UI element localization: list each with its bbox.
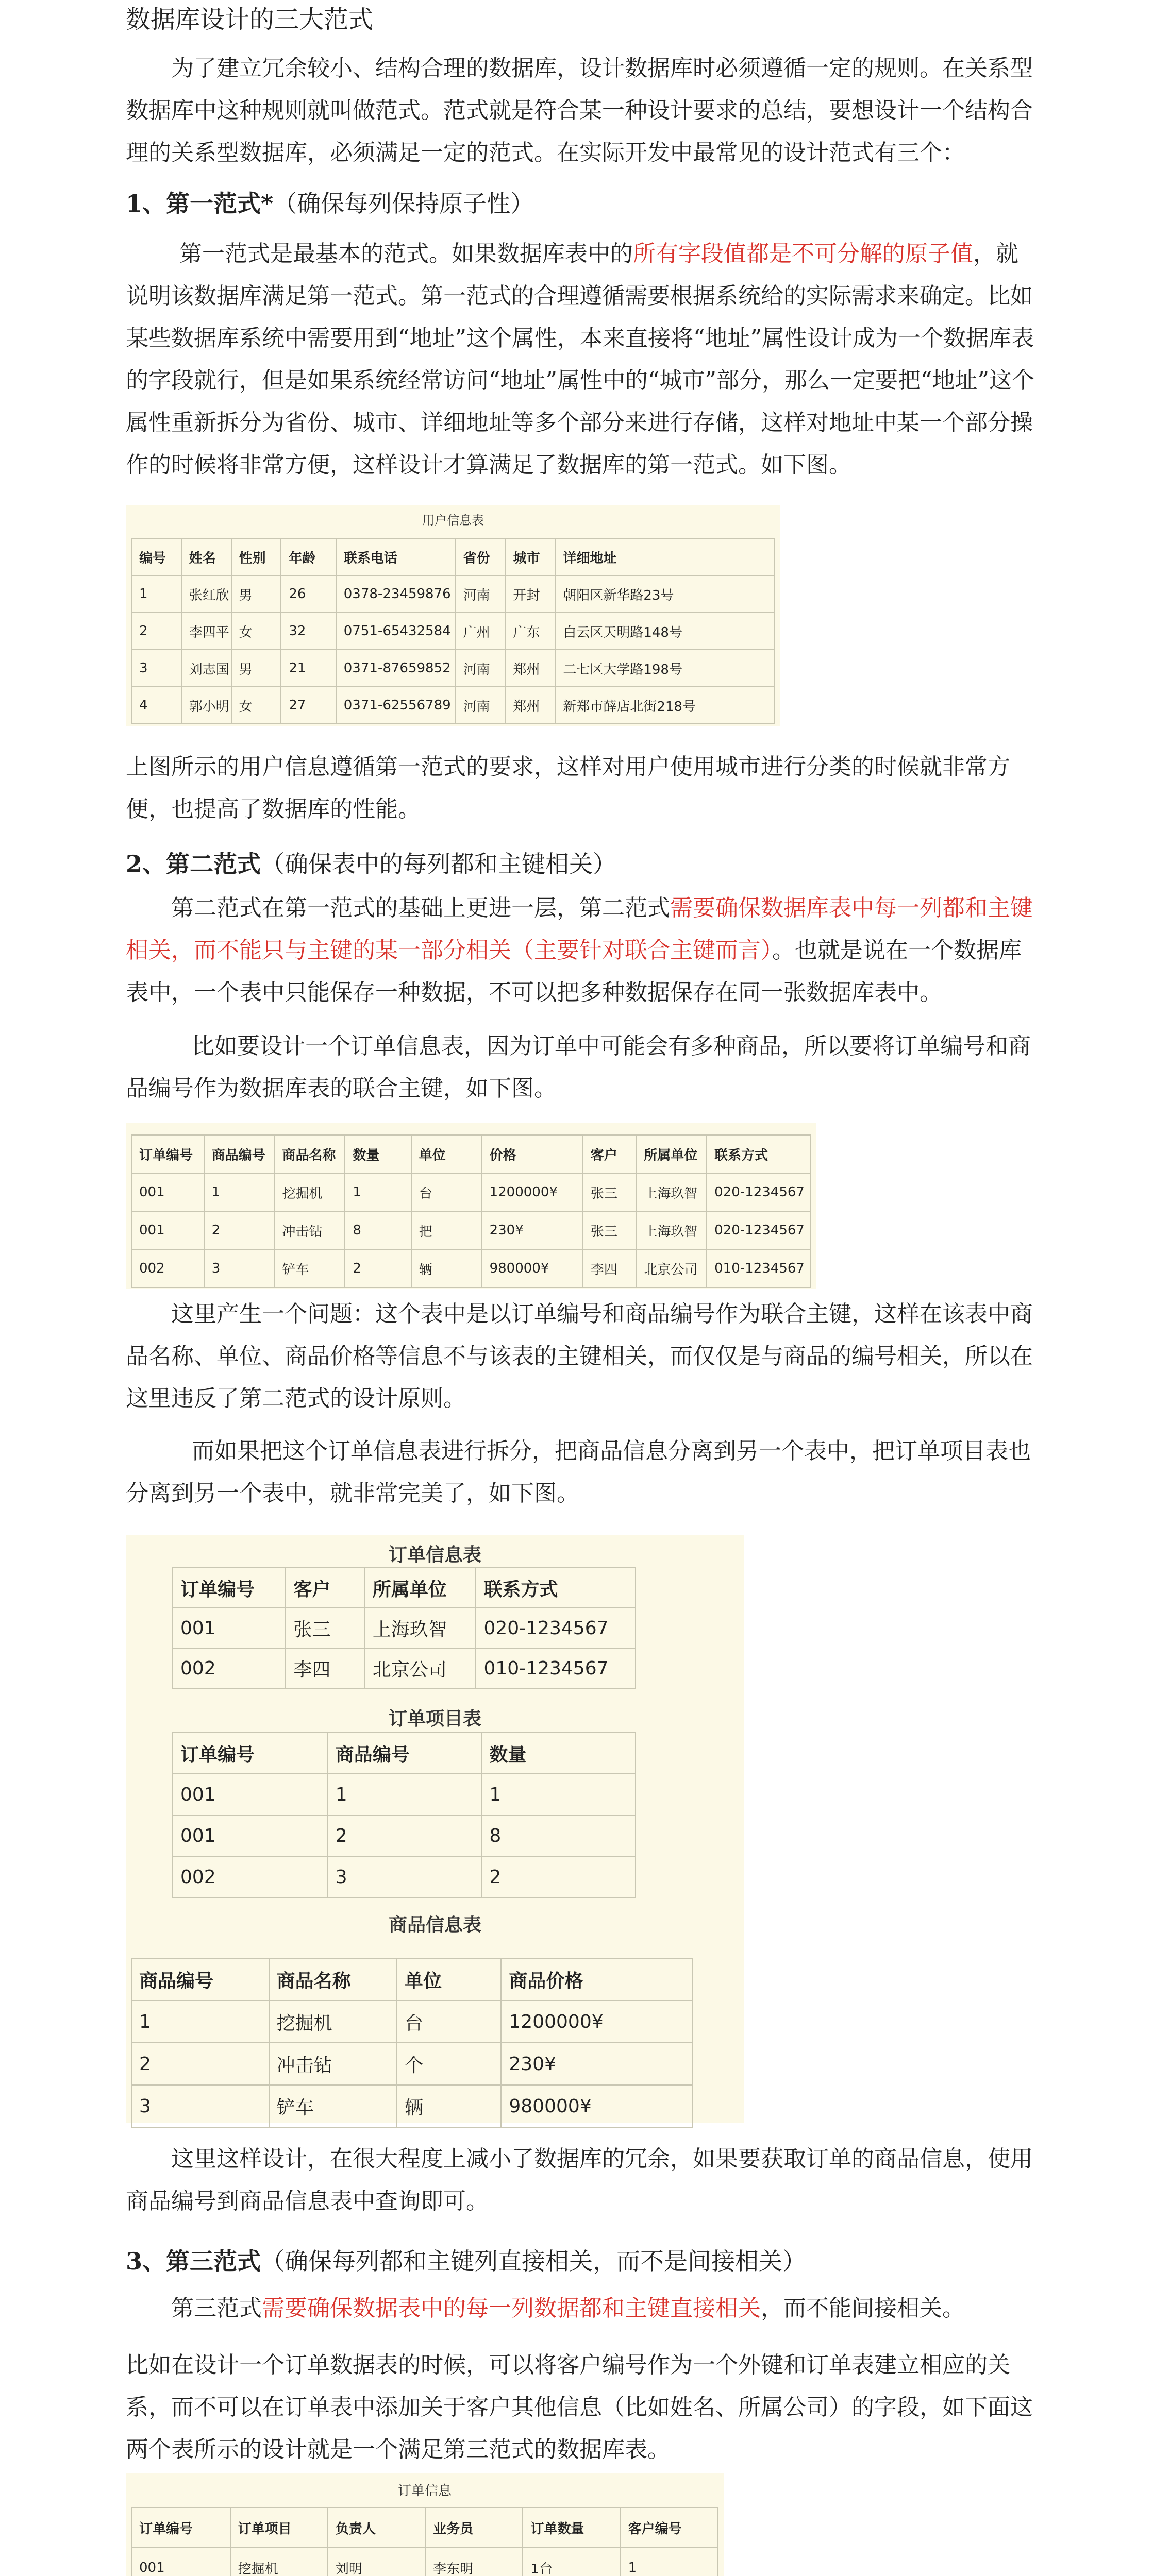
table-cell: 001 — [173, 1774, 328, 1815]
user-info-caption: 用户信息表 — [422, 513, 484, 528]
table-row — [173, 1856, 636, 1897]
article-title: 数据库设计的三大范式 — [126, 5, 374, 34]
table-header-cell: 联系电话 — [336, 538, 456, 575]
table-cell: 铲车 — [269, 2085, 397, 2127]
table-cell: 河南 — [456, 687, 506, 724]
user-info-figure — [126, 505, 780, 726]
order-table — [131, 1134, 811, 1288]
table-header-row — [173, 1568, 636, 1608]
table-cell: 1200000¥ — [501, 2001, 692, 2043]
table-cell: 北京公司 — [365, 1648, 476, 1688]
table-cell: 0371-87659852 — [336, 650, 456, 687]
table-row — [131, 687, 775, 724]
highlight-direct: 需要确保数据表中的每一列数据都和主键直接相关 — [262, 2295, 761, 2321]
table-cell: 26 — [281, 575, 336, 613]
section-3-paragraph-2: 比如在设计一个订单数据表的时候，可以将客户编号作为一个外键和订单表建立相应的关系，而不可以在订单表中添加关于客户其他信息（比如姓名、所属公司）的字段，如下面这两个表所示的设计就是一个满足第三范式的数据库表。 — [126, 2352, 1033, 2463]
table-header-cell: 订单数量 — [523, 2507, 620, 2548]
table-cell: 刘明 — [328, 2548, 425, 2576]
table-cell: 1 — [328, 1774, 482, 1815]
table-cell: 0371-62556789 — [336, 687, 456, 724]
table-cell: 2 — [345, 1249, 411, 1287]
table-cell: 朝阳区新华路23号 — [555, 575, 775, 613]
order-items-caption: 订单项目表 — [388, 1708, 481, 1730]
table-row — [131, 1249, 811, 1287]
section-2-heading: 2、第二范式（确保表中的每列都和主键相关） — [126, 850, 617, 878]
table-header-cell: 姓名 — [181, 538, 231, 575]
table-cell: 冲击钻 — [269, 2043, 397, 2085]
table-cell: 李四 — [583, 1249, 637, 1287]
table-cell: 上海玖智 — [636, 1211, 707, 1249]
table-cell: 广东 — [506, 613, 556, 650]
table-cell: 二七区大学路198号 — [555, 650, 775, 687]
table-header-cell: 编号 — [131, 538, 181, 575]
table-row — [131, 613, 775, 650]
table-cell: 开封 — [506, 575, 556, 613]
table-row — [131, 650, 775, 687]
table-row — [131, 2001, 692, 2043]
table-header-row — [173, 1733, 636, 1774]
user-info-table — [131, 538, 775, 724]
table-cell: 980000¥ — [482, 1249, 583, 1287]
table-cell: 001 — [173, 1608, 286, 1648]
table-cell: 北京公司 — [636, 1249, 707, 1287]
table-header-cell: 订单项目 — [230, 2507, 328, 2548]
section-1-paragraph-2: 上图所示的用户信息遵循第一范式的要求，这样对用户使用城市进行分类的时候就非常方便，也提高了数据库的性能。 — [126, 754, 1010, 822]
table-cell: 1 — [204, 1173, 275, 1211]
table-cell: 21 — [281, 650, 336, 687]
intro-paragraph: 为了建立冗余较小、结构合理的数据库，设计数据库时必须遵循一定的规则。在关系型数据库中这种规则就叫做范式。范式就是符合某一种设计要求的总结，要想设计一个结构合理的关系型数据库，必须满足一定的范式。在实际开发中最常见的设计范式有三个： — [126, 55, 1033, 166]
order-info-caption: 订单信息表 — [388, 1545, 481, 1566]
table-cell: 0751-65432584 — [336, 613, 456, 650]
table-cell: 230¥ — [482, 1211, 583, 1249]
table-header-cell: 单位 — [397, 1958, 501, 2001]
table-header-cell: 联系方式 — [476, 1568, 636, 1608]
table-cell: 挖掘机 — [230, 2548, 328, 2576]
table-cell: 辆 — [411, 1249, 482, 1287]
table-header-cell: 单位 — [411, 1135, 482, 1173]
table-cell: 980000¥ — [501, 2085, 692, 2127]
table-cell: 010-1234567 — [476, 1648, 636, 1688]
table-row — [131, 1211, 811, 1249]
table-header-cell: 省份 — [456, 538, 506, 575]
table-header-cell: 订单编号 — [131, 2507, 230, 2548]
table-row — [131, 2548, 718, 2576]
table-header-cell: 数量 — [345, 1135, 411, 1173]
table-header-row — [131, 1135, 811, 1173]
table-cell: 郑州 — [506, 650, 556, 687]
split-tables-figure — [126, 1535, 744, 2123]
table-header-cell: 详细地址 — [555, 538, 775, 575]
section-2-paragraph-1: 第二范式在第一范式的基础上更进一层，第二范式需要确保数据库表中每一列都和主键相关，而不能只与主键的某一部分相关（主要针对联合主键而言）。也就是说在一个数据库表中，一个表中只能保存一种数据，不可以把多种数据保存在同一张数据库表中。 — [126, 895, 1033, 1006]
table-header-cell: 商品名称 — [275, 1135, 345, 1173]
table-cell: 1 — [131, 575, 181, 613]
table-cell: 台 — [411, 1173, 482, 1211]
table-cell: 新郑市薛店北街218号 — [555, 687, 775, 724]
table-cell: 32 — [281, 613, 336, 650]
table-cell: 002 — [131, 1249, 204, 1287]
table-cell: 3 — [131, 2085, 269, 2127]
section-1-heading: 1、第一范式*（确保每列保持原子性） — [126, 190, 534, 217]
table-cell: 3 — [328, 1856, 482, 1897]
table-header-cell: 联系方式 — [707, 1135, 811, 1173]
table-cell: 辆 — [397, 2085, 501, 2127]
table-header-cell: 商品编号 — [204, 1135, 275, 1173]
table-header-cell: 商品编号 — [131, 1958, 269, 2001]
table-cell: 2 — [481, 1856, 636, 1897]
table-cell: 郭小明 — [181, 687, 231, 724]
highlight-primary-key: 需要确保数据库表中每一列都和主键相关，而不能只与主键的某一部分相关（主要针对联合主键而言） — [126, 895, 1033, 963]
table-cell: 010-1234567 — [707, 1249, 811, 1287]
table-cell: 230¥ — [501, 2043, 692, 2085]
table-cell: 020-1234567 — [707, 1173, 811, 1211]
table-cell: 把 — [411, 1211, 482, 1249]
table-header-cell: 客户 — [286, 1568, 364, 1608]
table-cell: 001 — [131, 1211, 204, 1249]
table-header-cell: 客户编号 — [621, 2507, 718, 2548]
table-cell: 1 — [621, 2548, 718, 2576]
order-info-3-table — [131, 2507, 718, 2576]
table-cell: 2 — [328, 1815, 482, 1856]
table-cell: 001 — [131, 1173, 204, 1211]
table-header-cell: 数量 — [481, 1733, 636, 1774]
table-row — [131, 2085, 692, 2127]
table-header-cell: 业务员 — [425, 2507, 523, 2548]
section-2-paragraph-3: 这里产生一个问题：这个表中是以订单编号和商品编号作为联合主键，这样在该表中商品名称、单位、商品价格等信息不与该表的主键相关，而仅仅是与商品的编号相关，所以在这里违反了第二范式的设计原则。 — [126, 1301, 1033, 1412]
table-cell: 张三 — [583, 1173, 637, 1211]
table-cell: 郑州 — [506, 687, 556, 724]
table-cell: 002 — [173, 1648, 286, 1688]
table-cell: 挖掘机 — [275, 1173, 345, 1211]
table-header-cell: 客户 — [583, 1135, 637, 1173]
table-cell: 挖掘机 — [269, 2001, 397, 2043]
table-row — [131, 2043, 692, 2085]
section-3-heading: 3、第三范式（确保每列都和主键列直接相关，而不是间接相关） — [126, 2247, 807, 2275]
table-header-cell: 订单编号 — [173, 1733, 328, 1774]
table-cell: 1 — [345, 1173, 411, 1211]
table-cell: 020-1234567 — [707, 1211, 811, 1249]
table-row — [173, 1608, 636, 1648]
table-cell: 1 — [481, 1774, 636, 1815]
table-cell: 1200000¥ — [482, 1173, 583, 1211]
table-cell: 3 — [204, 1249, 275, 1287]
table-cell: 2 — [204, 1211, 275, 1249]
section-1-paragraph-1: 第一范式是最基本的范式。如果数据库表中的所有字段值都是不可分解的原子值，就说明该数据库满足第一范式。第一范式的合理遵循需要根据系统给的实际需求来确定。比如某些数据库系统中需要用到“地址”这个属性，本来直接将“地址”属性设计成为一个数据库表的字段就行，但是如果系统经常访问“地址”属性中的“城市”部分，那么一定要把“地址”这个属性重新拆分为省份、城市、详细地址等多个部分来进行存储，这样对地址中某一个部分操作的时候将非常方便，这样设计才算满足了数据库的第一范式。如下图。 — [126, 241, 1034, 478]
table-cell: 男 — [231, 650, 281, 687]
table-cell: 上海玖智 — [636, 1173, 707, 1211]
table-cell: 铲车 — [275, 1249, 345, 1287]
table-header-row — [131, 1958, 692, 2001]
table-row — [131, 1173, 811, 1211]
table-cell: 001 — [173, 1815, 328, 1856]
table-row — [173, 1815, 636, 1856]
order-table-figure — [126, 1123, 816, 1289]
table-cell: 李东明 — [425, 2548, 523, 2576]
table-header-cell: 所属单位 — [365, 1568, 476, 1608]
table-header-cell: 商品价格 — [501, 1958, 692, 2001]
table-cell: 男 — [231, 575, 281, 613]
table-cell: 广州 — [456, 613, 506, 650]
table-cell: 2 — [131, 613, 181, 650]
section-2-paragraph-4: 而如果把这个订单信息表进行拆分，把商品信息分离到另一个表中，把订单项目表也分离到另一个表中，就非常完美了，如下图。 — [126, 1438, 1031, 1506]
table-cell: 002 — [173, 1856, 328, 1897]
table-cell: 张红欣 — [181, 575, 231, 613]
table-header-cell: 订单编号 — [173, 1568, 286, 1608]
table-header-row — [131, 2507, 718, 2548]
goods-info-caption: 商品信息表 — [388, 1914, 481, 1936]
section-2-paragraph-5: 这里这样设计，在很大程度上减小了数据库的冗余，如果要获取订单的商品信息，使用商品编号到商品信息表中查询即可。 — [126, 2146, 1033, 2214]
table-cell: 1 — [131, 2001, 269, 2043]
table-cell: 0378-23459876 — [336, 575, 456, 613]
table-header-cell: 年龄 — [281, 538, 336, 575]
table-cell: 27 — [281, 687, 336, 724]
table-cell: 白云区天明路148号 — [555, 613, 775, 650]
table-cell: 3 — [131, 650, 181, 687]
section-2-paragraph-2: 比如要设计一个订单信息表，因为订单中可能会有多种商品，所以要将订单编号和商品编号作为数据库表的联合主键，如下图。 — [126, 1033, 1031, 1101]
table-cell: 台 — [397, 2001, 501, 2043]
table-cell: 1台 — [523, 2548, 620, 2576]
table-header-cell: 商品编号 — [328, 1733, 482, 1774]
table-cell: 8 — [345, 1211, 411, 1249]
table-row — [131, 575, 775, 613]
third-form-figure — [126, 2473, 724, 2576]
highlight-atomic: 所有字段值都是不可分解的原子值 — [633, 241, 973, 267]
table-header-cell: 所属单位 — [636, 1135, 707, 1173]
goods-info-table — [131, 1958, 693, 2128]
table-row — [173, 1648, 636, 1688]
table-cell: 个 — [397, 2043, 501, 2085]
table-cell: 河南 — [456, 575, 506, 613]
table-header-row — [131, 538, 775, 575]
order-info-3-caption: 订单信息 — [397, 2483, 452, 2499]
table-header-cell: 价格 — [482, 1135, 583, 1173]
table-row — [173, 1774, 636, 1815]
table-cell: 上海玖智 — [365, 1608, 476, 1648]
section-3-paragraph-1: 第三范式需要确保数据表中的每一列数据都和主键直接相关，而不能间接相关。 — [171, 2295, 965, 2321]
table-cell: 李四 — [286, 1648, 364, 1688]
table-cell: 张三 — [286, 1608, 364, 1648]
table-cell: 女 — [231, 687, 281, 724]
table-header-cell: 负责人 — [328, 2507, 425, 2548]
table-cell: 020-1234567 — [476, 1608, 636, 1648]
table-header-cell: 订单编号 — [131, 1135, 204, 1173]
table-cell: 刘志国 — [181, 650, 231, 687]
table-cell: 河南 — [456, 650, 506, 687]
table-header-cell: 性别 — [231, 538, 281, 575]
table-cell: 女 — [231, 613, 281, 650]
table-cell: 001 — [131, 2548, 230, 2576]
table-cell: 李四平 — [181, 613, 231, 650]
table-header-cell: 城市 — [506, 538, 556, 575]
order-info-table — [172, 1567, 636, 1689]
table-cell: 4 — [131, 687, 181, 724]
order-items-table — [172, 1732, 636, 1898]
table-cell: 2 — [131, 2043, 269, 2085]
table-cell: 张三 — [583, 1211, 637, 1249]
table-cell: 冲击钻 — [275, 1211, 345, 1249]
table-cell: 8 — [481, 1815, 636, 1856]
table-header-cell: 商品名称 — [269, 1958, 397, 2001]
